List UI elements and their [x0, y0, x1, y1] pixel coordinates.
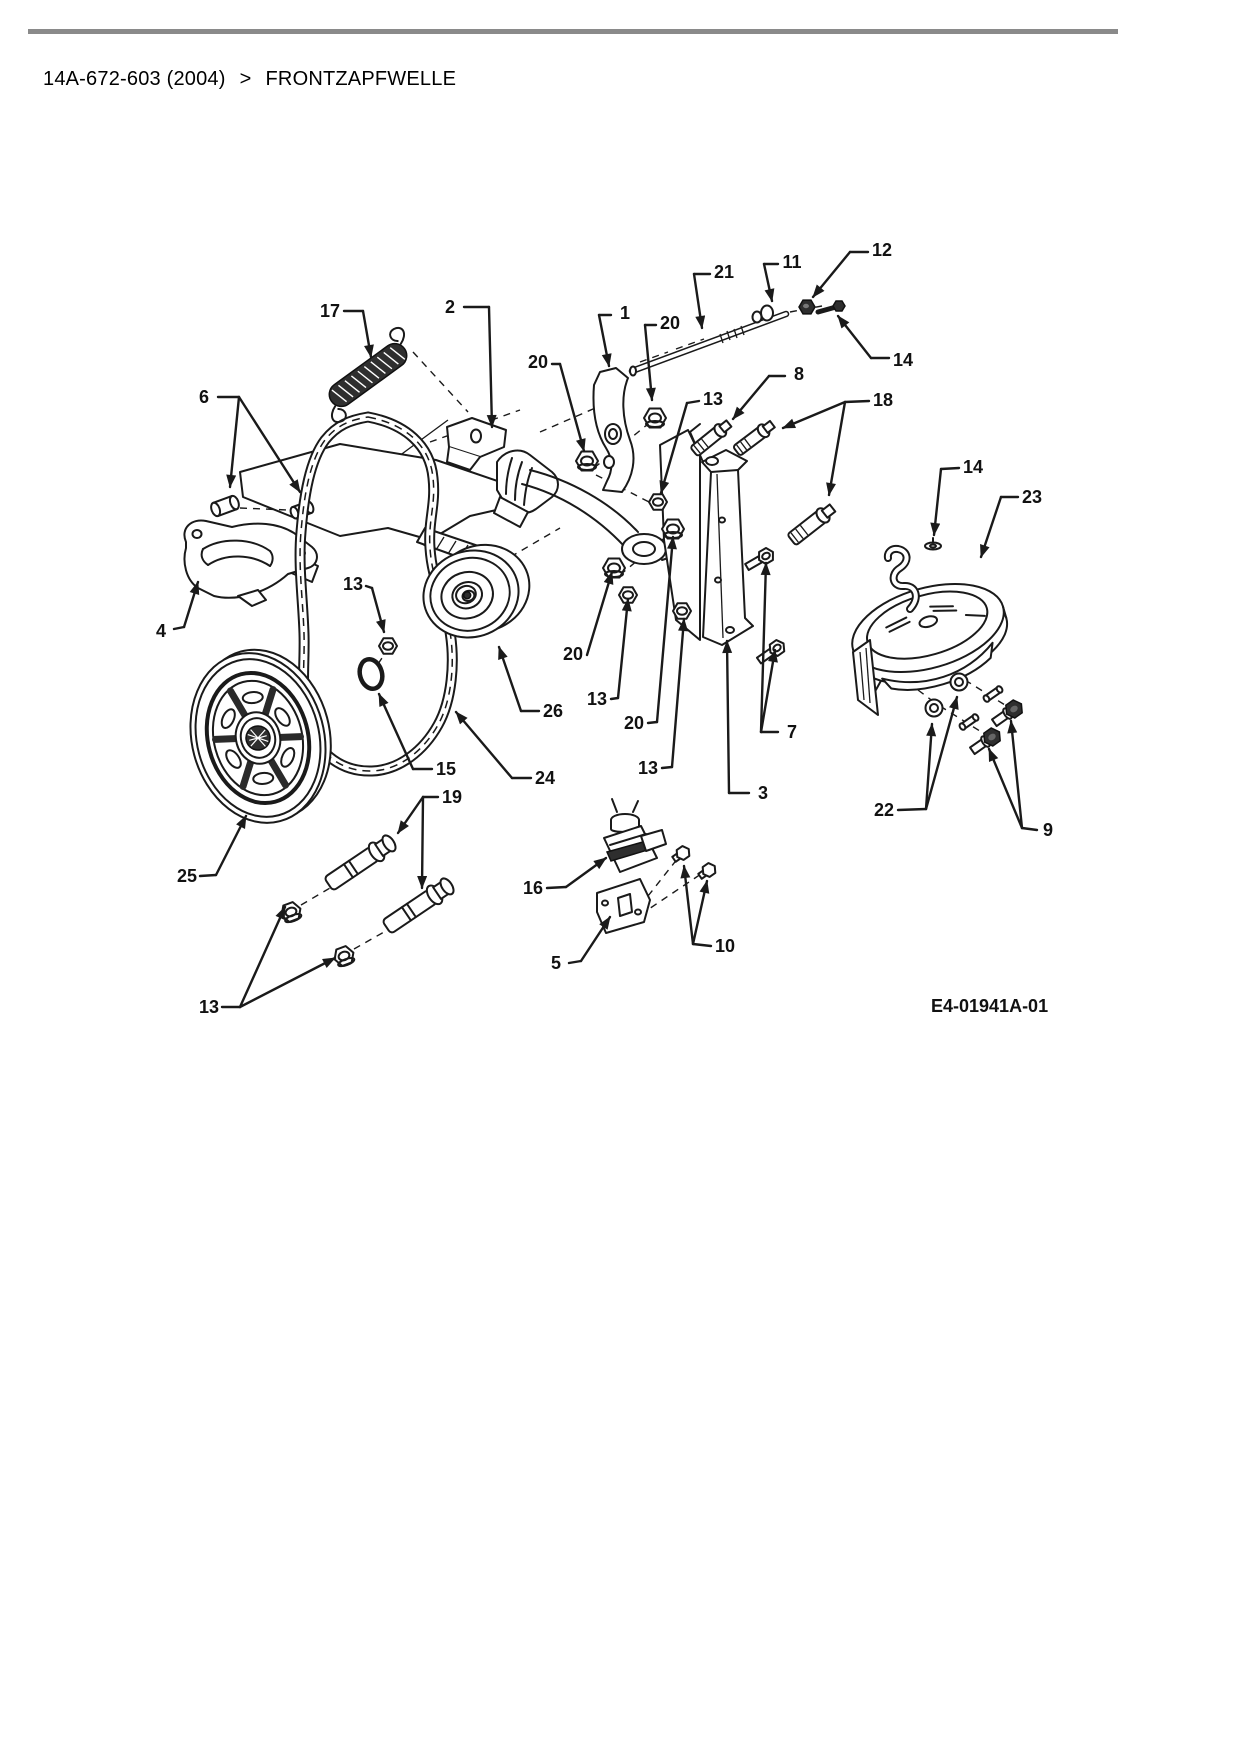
callout-number-6: 6 [198, 387, 210, 407]
callout-12 [813, 240, 892, 297]
callout-number-11: 11 [782, 252, 802, 272]
callout-13c [587, 599, 628, 709]
part-bolts-10 [671, 844, 719, 881]
callout-number-24: 24 [534, 768, 556, 788]
callout-24 [456, 712, 555, 788]
callout-20b [528, 352, 584, 451]
callout-number-1: 1 [619, 303, 631, 323]
callout-23 [981, 487, 1042, 557]
callout-13b [343, 574, 384, 632]
callout-13e [199, 907, 335, 1017]
callout-number-16: 16 [522, 878, 544, 898]
callout-number-23: 23 [1021, 487, 1043, 507]
callout-number-20d: 20 [623, 713, 645, 733]
callout-25 [177, 816, 246, 886]
callout-4 [156, 582, 198, 641]
part-pivot-hub [494, 451, 558, 527]
callout-number-25: 25 [176, 866, 198, 886]
part-bolts-19 [323, 832, 457, 936]
part-bolts-18 [732, 419, 837, 547]
part-pulley-25 [171, 634, 349, 838]
callout-number-22: 22 [873, 800, 895, 820]
callout-number-18: 18 [872, 390, 894, 410]
part-rod-21 [630, 314, 786, 376]
callout-14b [934, 457, 983, 535]
callout-21 [694, 262, 734, 328]
callout-19 [398, 787, 462, 888]
part-bolts-9 [958, 685, 1025, 757]
callout-number-9: 9 [1042, 820, 1054, 840]
callout-5 [551, 917, 610, 973]
callout-number-14b: 14 [962, 457, 984, 477]
callout-10 [684, 866, 735, 956]
callout-11 [764, 252, 802, 301]
callout-number-13d: 13 [637, 758, 659, 778]
callout-number-20a: 20 [659, 313, 681, 333]
callout-number-13b: 13 [342, 574, 364, 594]
part-ring-15 [356, 657, 385, 692]
callout-number-7: 7 [786, 722, 798, 742]
diagram-code: E4-01941A-01 [931, 996, 1049, 1016]
breadcrumb-separator: > [239, 68, 252, 90]
callout-number-13e: 13 [198, 997, 220, 1017]
callout-number-12: 12 [871, 240, 893, 260]
breadcrumb-model: 14A-672-603 (2004) [43, 68, 226, 90]
callout-2 [445, 297, 492, 427]
callout-number-15: 15 [435, 759, 457, 779]
part-link-1 [594, 368, 634, 492]
callout-number-13c: 13 [586, 689, 608, 709]
callout-number-26: 26 [542, 701, 564, 721]
callout-1 [599, 303, 630, 366]
callout-number-17: 17 [319, 301, 341, 321]
callout-20c [563, 572, 612, 664]
callout-number-5: 5 [550, 953, 562, 973]
callout-22 [874, 697, 957, 820]
callout-13d [638, 619, 684, 778]
callout-18 [783, 390, 893, 495]
callout-number-3: 3 [757, 783, 769, 803]
callout-number-4: 4 [155, 621, 167, 641]
part-gearbox-23 [836, 549, 1019, 715]
part-washer-14 [925, 538, 941, 550]
part-clutch-16 [604, 799, 666, 872]
callout-26 [499, 647, 563, 721]
callout-number-2: 2 [444, 297, 456, 317]
callout-number-13a: 13 [702, 389, 724, 409]
callout-16 [523, 858, 606, 898]
callout-number-8: 8 [793, 364, 805, 384]
callout-number-20c: 20 [562, 644, 584, 664]
callout-number-10: 10 [714, 936, 736, 956]
callout-number-21: 21 [713, 262, 735, 282]
callout-17 [320, 301, 371, 357]
callout-8 [733, 364, 804, 419]
part-nut-12 [799, 300, 815, 314]
breadcrumb-section: FRONTZAPFWELLE [265, 68, 457, 90]
callout-number-14a: 14 [892, 350, 914, 370]
callout-number-19: 19 [441, 787, 463, 807]
callout-number-20b: 20 [527, 352, 549, 372]
callout-14a [838, 316, 913, 370]
